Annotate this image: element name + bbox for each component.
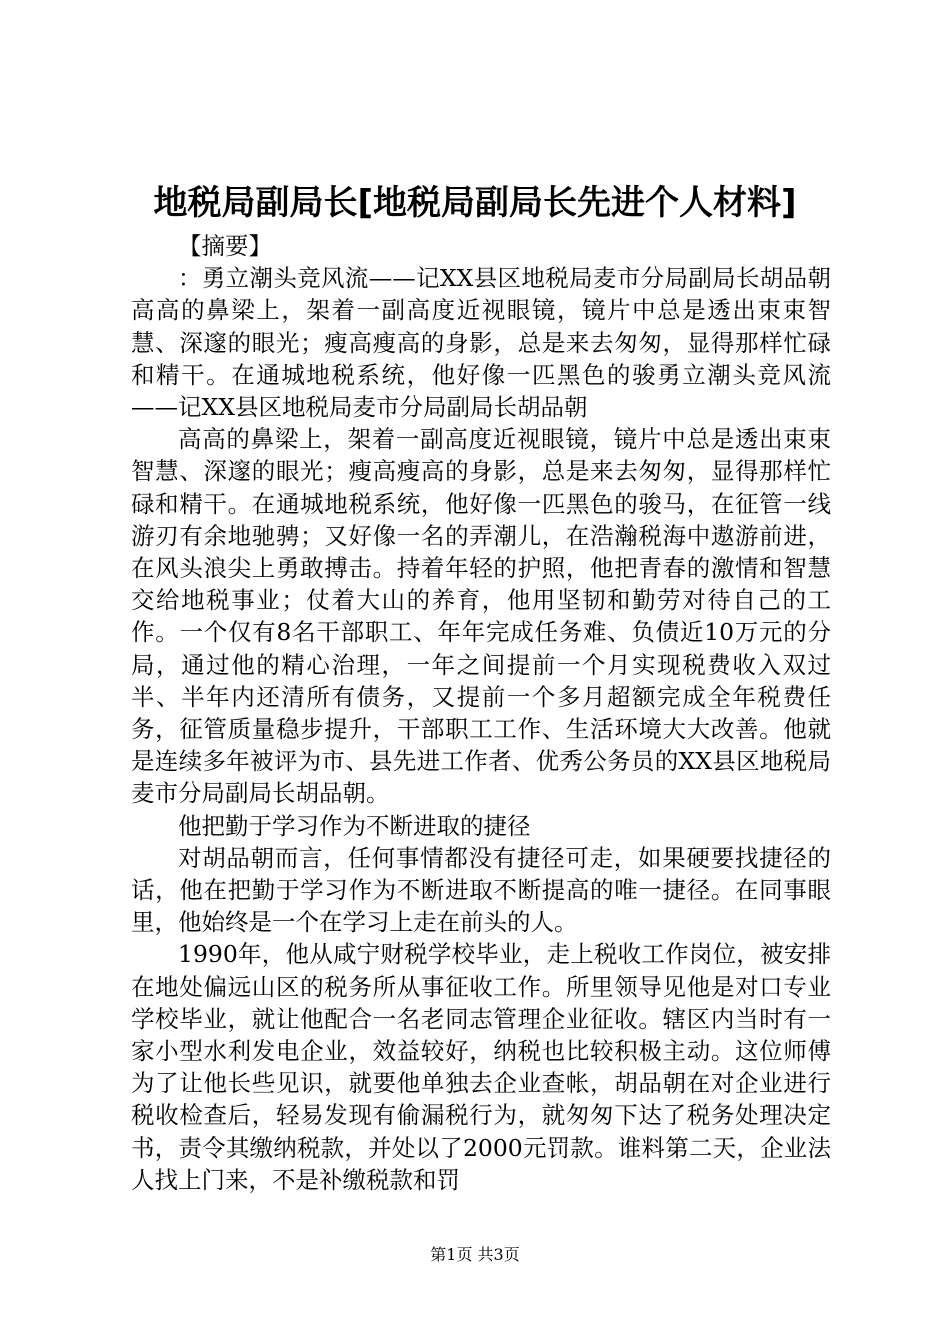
document-body — [131, 230, 831, 1196]
body-paragraph: 对胡品朝而言，任何事情都没有捷径可走，如果硬要找捷径的话，他在把勤于学习作为不断进取不断提高的唯一捷径。在同事眼里，他始终是一个在学习上走在前头的人。 — [131, 843, 831, 937]
body-paragraph: 高高的鼻梁上，架着一副高度近视眼镜，镜片中总是透出束束智慧、深邃的眼光；瘦高瘦高的身影，总是来去匆匆，显得那样忙碌和精干。在通城地税系统，他好像一匹黑色的骏马，在征管一线游刃有余地驰骋；又好像一名的弄潮儿，在浩瀚税海中遨游前进，在风头浪尖上勇敢搏击。持着年轻的护照，他把青春的激情和智慧交给地税事业；仗着大山的养育，他用坚韧和勤劳对待自己的工作。一个仅有8名干部职工、年年完成任务难、负债近10万元的分局，通过他的精心治理，一年之间提前一个月实现税费收入双过半、半年内还清所有债务，又提前一个多月超额完成全年税费任务，征管质量稳步提升，干部职工工作、生活环境大大改善。他就是连续多年被评为市、县先进工作者、优秀公务员的XX县区地税局麦市分局副局长胡品朝。 — [131, 425, 831, 808]
section-heading: 他把勤于学习作为不断进取的捷径 — [178, 811, 531, 840]
abstract-heading: 【摘要】 — [178, 232, 272, 260]
body-paragraph: 1990年，他从咸宁财税学校毕业，走上税收工作岗位，被安排在地处偏远山区的税务所从事征收工作。所里领导见他是对口专业学校毕业，就让他配合一名老同志管理企业征收。辖区内当时有一家小型水利发电企业，效益较好，纳税也比较积极主动。这位师傅为了让他长些见识，就要他单独去企业查帐，胡品朝在对企业进行税收检查后，轻易发现有偷漏税行为，就匆匆下达了税务处理决定书，责令其缴纳税款，并处以了2000元罚款。谁料第二天，企业法人找上门来，不是补缴税款和罚 — [131, 940, 831, 1194]
abstract-paragraph: ：勇立潮头竞风流——记XX县区地税局麦市分局副局长胡品朝高高的鼻梁上，架着一副高度近视眼镜，镜片中总是透出束束智慧、深邃的眼光；瘦高瘦高的身影，总是来去匆匆，显得那样忙碌和精干。在通城地税系统，他好像一匹黑色的骏勇立潮头竞风流——记XX县区地税局麦市分局副局长胡品朝 — [131, 264, 831, 422]
page-number-footer: 第1页 共3页 — [430, 1245, 520, 1264]
document-title: 地税局副局长[地税局副局长先进个人材料] — [153, 183, 797, 223]
